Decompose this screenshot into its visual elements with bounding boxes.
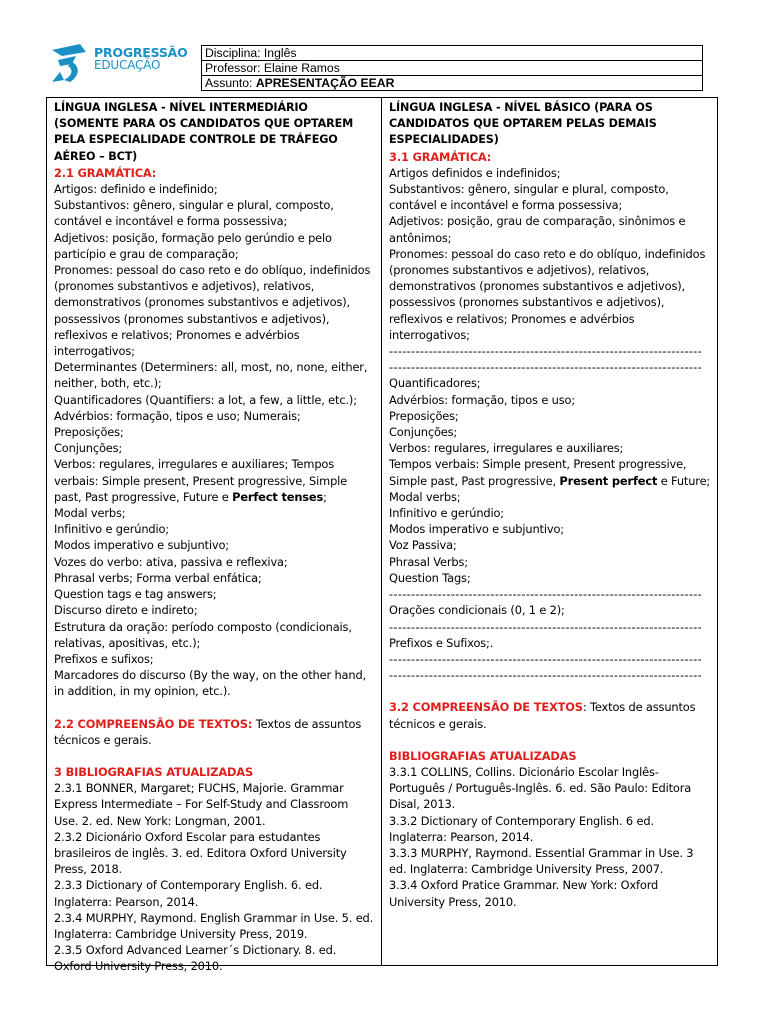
- list-item: Advérbios: formação, tipos e uso;: [389, 392, 576, 407]
- perfect-after: ;: [323, 489, 327, 504]
- list-item: Determinantes (Determiners: all, most, no, none, either, neither, both, etc.);: [54, 360, 368, 391]
- list-item: Artigos: definido e indefinido;: [54, 182, 218, 197]
- list-item: Prefixos e Sufixos;.: [389, 635, 494, 650]
- list-item: Infinitivo e gerúndio;: [54, 522, 169, 537]
- list-item: Verbos: regulares, irregulares e auxiliares;: [389, 441, 624, 456]
- logo-line2: EDUCAÇÃO: [94, 58, 161, 72]
- right-biblio-list: [389, 764, 711, 910]
- biblio-item: 2.3.5 Oxford Advanced Learner´s Dictionary. 8. ed. Oxford University Press, 2010.: [54, 943, 337, 974]
- left-reading: [54, 716, 375, 748]
- dash-line: -----------------------------------------------------------------------: [389, 360, 703, 375]
- biblio-item: 2.3.4 MURPHY, Raymond. English Grammar in Use. 5. ed. Inglaterra: Cambridge University Press, 2019.: [54, 910, 374, 941]
- intermediate-column: [47, 98, 382, 974]
- list-item: Orações condicionais (0, 1 e 2);: [389, 603, 565, 618]
- list-item: Substantivos: gênero, singular e plural, composto, contável e incontável e forma possessiva;: [54, 198, 334, 229]
- list-item: Estrutura da oração: período composto (condicionais, relativas, apositivas, etc.);: [54, 619, 352, 650]
- list-item: Conjunções;: [389, 425, 458, 440]
- progressao-logo: [50, 42, 200, 87]
- biblio-item: 2.3.1 BONNER, Margaret; FUCHS, Majorie. Grammar Express Intermediate – For Self-Study and Classroom Use. 2. ed. New York: Longman, 2001.: [54, 781, 349, 828]
- list-item: Quantificadores;: [389, 376, 481, 391]
- list-item: Quantificadores (Quantifiers: a lot, a few, a little, etc.);: [54, 392, 357, 407]
- right-biblio-title: BIBLIOGRAFIAS ATUALIZADAS: [389, 748, 577, 763]
- list-item: Preposições;: [54, 425, 124, 440]
- list-item: Voz Passiva;: [389, 538, 457, 553]
- left-header: LÍNGUA INGLESA - NÍVEL INTERMEDIÁRIO (SOMENTE PARA OS CANDIDATOS QUE OPTAREM PELA ESPECIALIDADE CONTROLE DE TRÁFEGO AÉREO – BCT): [54, 101, 354, 163]
- logo-line1: PROGRESSÃO: [94, 45, 188, 60]
- right-grammar-list: [389, 165, 711, 684]
- dash-line: -----------------------------------------------------------------------: [389, 587, 703, 602]
- list-item: Adjetivos: posição, grau de comparação, sinônimos e antônimos;: [389, 214, 686, 245]
- assunto-cell: [202, 76, 703, 91]
- list-item: Advérbios: formação, tipos e uso; Numerais;: [54, 408, 301, 423]
- left-grammar-list: [54, 181, 375, 700]
- professor-cell: Professor: Elaine Ramos: [202, 61, 703, 76]
- list-item: Vozes do verbo: ativa, passiva e reflexiva;: [54, 554, 288, 569]
- assunto-value: APRESENTAÇÃO EEAR: [255, 76, 395, 90]
- right-header: LÍNGUA INGLESA - NÍVEL BÁSICO (PARA OS CANDIDATOS QUE OPTAREM PELAS DEMAIS ESPECIALIDADES): [389, 101, 657, 147]
- disciplina-cell: Disciplina: Inglês: [202, 46, 703, 61]
- right-reading-text: : Textos de assuntos técnicos e gerais.: [389, 700, 696, 731]
- basic-column: [382, 98, 717, 965]
- list-item: Conjunções;: [54, 441, 123, 456]
- dash-line: -----------------------------------------------------------------------: [389, 668, 703, 683]
- list-item: Question Tags;: [389, 570, 471, 585]
- list-item: Preposições;: [389, 408, 459, 423]
- right-grammar-title: 3.1 GRAMÁTICA:: [389, 149, 492, 164]
- list-item: Pronomes: pessoal do caso reto e do oblíquo, indefinidos (pronomes substantivos e adjetivos), relativos, demonstrativos (pronomes substantivos e adjetivos), possessivos (pronomes substantivos e adjetivos), reflexivos e relativos; Pronomes e advérbios interrogativos;: [389, 246, 706, 342]
- left-biblio-title: 3 BIBLIOGRAFIAS ATUALIZADAS: [54, 764, 254, 779]
- list-item: Phrasal verbs; Forma verbal enfática;: [54, 570, 262, 585]
- list-item: Question tags e tag answers;: [54, 587, 217, 602]
- left-grammar-title: 2.1 GRAMÁTICA:: [54, 165, 157, 180]
- list-item: Pronomes: pessoal do caso reto e do oblíquo, indefinidos (pronomes substantivos e adjetivos), relativos, demonstrativos (pronomes substantivos e adjetivos), possessivos (pronomes substantivos e adjetivos), reflexivos e relativos; Pronomes e advérbios interrogativos;: [54, 263, 371, 359]
- list-item: Marcadores do discurso (By the way, on the other hand, in addition, in my opinion, etc.).: [54, 668, 366, 699]
- right-reading-title: 3.2 COMPREENSÃO DE TEXTOS: [389, 700, 583, 715]
- biblio-item: 3.3.4 Oxford Pratice Grammar. New York: Oxford University Press, 2010.: [389, 878, 659, 909]
- perfect-tenses: Perfect tenses: [232, 489, 324, 504]
- tenses-text: Tempos verbais: Simple present, Present progressive, Simple past, Past progressive,: [389, 457, 687, 488]
- logo-icon: [50, 42, 92, 86]
- assunto-label: Assunto:: [205, 76, 256, 90]
- list-item: Modos imperativo e subjuntivo;: [54, 538, 229, 553]
- left-reading-text: Textos de assuntos técnicos e gerais.: [54, 716, 362, 747]
- verbs-text: Verbos: regulares, irregulares e auxiliares; Tempos verbais: Simple present, Present progressive, Simple past, Past progressive, Future e: [54, 457, 348, 504]
- list-item: [54, 456, 375, 505]
- list-item: Discurso direto e indireto;: [54, 603, 198, 618]
- biblio-item: 3.3.3 MURPHY, Raymond. Essential Grammar in Use. 3 ed. Inglaterra: Cambridge University Press, 2007.: [389, 845, 694, 877]
- present-perfect: Present perfect: [559, 473, 658, 488]
- dash-line: -----------------------------------------------------------------------: [389, 619, 703, 634]
- biblio-item: 2.3.2 Dicionário Oxford Escolar para estudantes brasileiros de inglês. 3. ed. Editora Oxford University Press, 2018.: [54, 829, 347, 877]
- biblio-item: 3.3.2 Dictionary of Contemporary English. 6 ed. Inglaterra: Pearson, 2014.: [389, 813, 654, 844]
- dash-line: -----------------------------------------------------------------------: [389, 344, 703, 359]
- present-after: e Future;: [657, 473, 711, 488]
- list-item: Phrasal Verbs;: [389, 554, 468, 569]
- right-reading: [389, 699, 711, 731]
- list-item: Modos imperativo e subjuntivo;: [389, 522, 564, 537]
- biblio-item: 2.3.3 Dictionary of Contemporary English. 6. ed. Inglaterra: Pearson, 2014.: [54, 878, 323, 909]
- list-item: Infinitivo e gerúndio;: [389, 506, 504, 521]
- list-item: Artigos definidos e indefinidos;: [389, 165, 561, 180]
- course-info-table: [201, 45, 703, 91]
- left-biblio-list: [54, 780, 375, 974]
- list-item: Modal verbs;: [389, 489, 461, 504]
- left-reading-title: 2.2 COMPREENSÃO DE TEXTOS:: [54, 716, 253, 731]
- biblio-item: 3.3.1 COLLINS, Collins. Dicionário Escolar Inglês-Português / Português-Inglês. 6. ed. São Paulo: Editora Disal, 2013.: [389, 764, 692, 812]
- syllabus-table: [46, 97, 718, 974]
- dash-line: -----------------------------------------------------------------------: [389, 651, 703, 666]
- list-item: [389, 456, 711, 488]
- list-item: Prefixos e sufixos;: [54, 651, 154, 666]
- list-item: Adjetivos: posição, formação pelo gerúndio e pelo particípio e grau de comparação;: [54, 230, 332, 261]
- list-item: Substantivos: gênero, singular e plural, composto, contável e incontável e forma possessiva;: [389, 182, 669, 213]
- list-item: Modal verbs;: [54, 506, 126, 521]
